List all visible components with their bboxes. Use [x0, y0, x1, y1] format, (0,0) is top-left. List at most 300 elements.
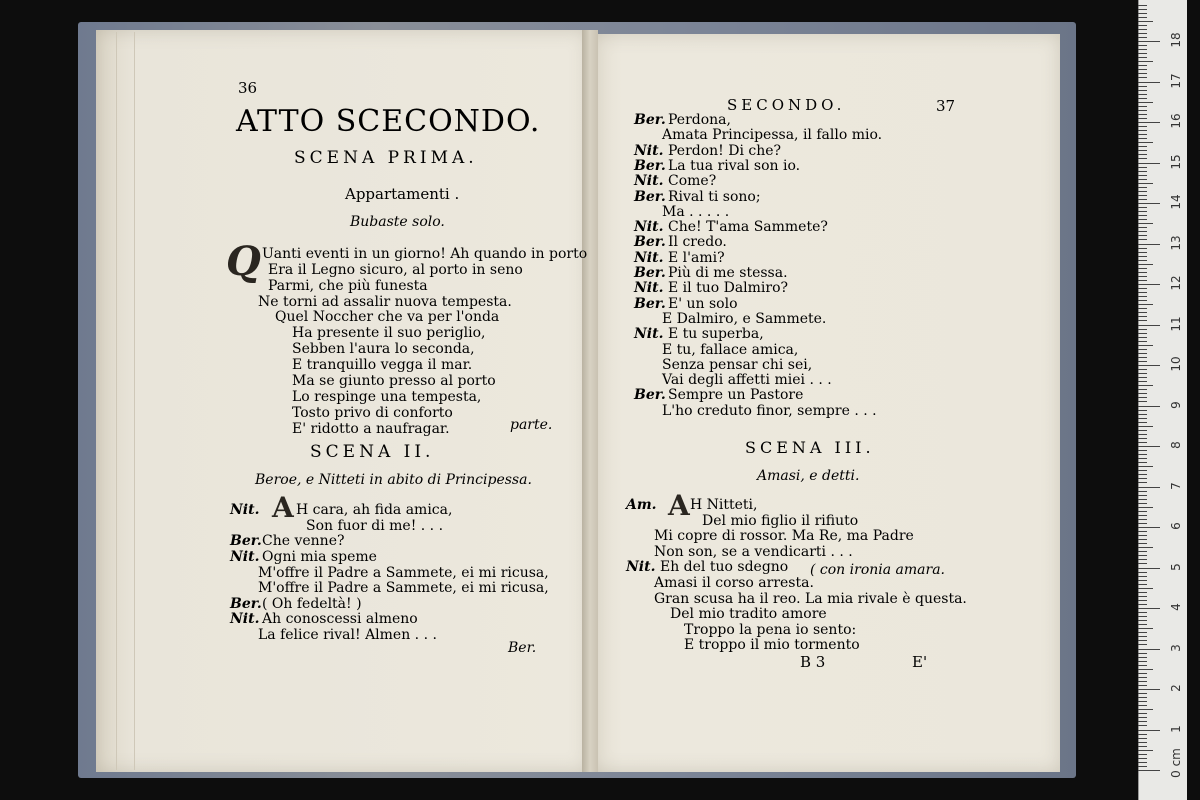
- ruler-tick: [1138, 628, 1153, 629]
- ruler-tick: [1138, 418, 1147, 419]
- ruler-tick: [1138, 697, 1147, 698]
- ruler-tick: [1138, 248, 1147, 249]
- ruler-tick: [1138, 410, 1147, 411]
- ruler-tick: [1138, 21, 1153, 22]
- ruler-tick: [1138, 349, 1147, 350]
- dialogue-line: Perdona,: [668, 112, 731, 128]
- ruler-tick: [1138, 624, 1147, 625]
- dialogue-line: Eh del tuo sdegno: [660, 559, 789, 576]
- ruler-tick: [1138, 438, 1147, 439]
- ruler-tick: [1138, 381, 1147, 382]
- ruler-tick: [1138, 142, 1153, 143]
- dialogue-line: E il tuo Dalmiro?: [668, 280, 789, 297]
- speaker-label: Nit.: [626, 559, 656, 576]
- ruler-tick: [1138, 401, 1147, 402]
- ruler-tick: [1138, 264, 1153, 265]
- ruler-tick: [1138, 673, 1147, 674]
- ruler-tick: [1138, 325, 1160, 326]
- speaker-label: Nit.: [634, 173, 664, 190]
- dialogue-line: La tua rival son io.: [668, 157, 801, 174]
- ruler-tick: [1138, 195, 1147, 196]
- dialogue-line: Son fuor di me! . . .: [306, 518, 444, 534]
- drop-cap-a: A: [272, 491, 294, 524]
- speaker-label: Ber.: [634, 234, 666, 251]
- ruler-tick: [1138, 491, 1147, 492]
- ruler-tick: [1138, 385, 1153, 386]
- ruler-tick: [1138, 114, 1147, 115]
- setting-line: Appartamenti .: [345, 185, 460, 203]
- ruler-tick: [1138, 657, 1147, 658]
- ruler-tick: [1138, 341, 1147, 342]
- ruler-tick: [1138, 430, 1147, 431]
- ruler-tick: [1138, 272, 1147, 273]
- dialogue-line: ( Oh fedeltà! ): [262, 596, 362, 612]
- ruler-tick: [1138, 608, 1160, 609]
- ruler-tick: [1138, 422, 1147, 423]
- speaker-label: Ber.: [634, 387, 666, 404]
- ruler-tick: [1138, 600, 1147, 601]
- speaker-label: Nit.: [634, 326, 664, 343]
- stage-direction-ironia: ( con ironia amara.: [810, 562, 945, 578]
- ruler-tick: [1138, 163, 1160, 164]
- dialogue-line: Mi copre di rossor. Ma Re, ma Padre: [654, 528, 914, 545]
- dialogue-line: H cara, ah fida amica,: [296, 502, 453, 518]
- ruler-tick: [1138, 154, 1147, 155]
- ruler-tick: [1138, 260, 1147, 261]
- ruler-tick: [1138, 527, 1160, 528]
- verse-line: Uanti eventi in un giorno! Ah quando in porto: [262, 246, 588, 262]
- ruler-tick: [1138, 393, 1147, 394]
- ruler-number: 16: [1169, 113, 1183, 129]
- ruler-tick: [1138, 175, 1147, 176]
- dialogue-line: Del mio tradito amore: [670, 606, 827, 623]
- ruler-tick: [1138, 515, 1147, 516]
- ruler-tick: [1138, 531, 1147, 532]
- ruler-tick: [1138, 49, 1147, 50]
- dialogue-line: M'offre il Padre a Sammete, ei mi ricusa,: [258, 580, 549, 596]
- ruler-tick: [1138, 284, 1160, 285]
- dialogue-line: Rival ti sono;: [668, 188, 761, 205]
- dialogue-line: E tu, fallace amica,: [662, 341, 799, 358]
- drop-cap-q: Q: [226, 238, 261, 285]
- dialogue-line: E tu superba,: [668, 326, 764, 343]
- catchword-right: E': [912, 653, 928, 671]
- ruler-tick: [1138, 397, 1147, 398]
- ruler-number: 2: [1169, 684, 1183, 692]
- ruler-tick: [1138, 770, 1160, 771]
- aria-line: Tosto privo di conforto: [292, 405, 453, 421]
- speaker-label: Nit.: [634, 142, 664, 159]
- scene-1-heading: SCENA PRIMA.: [294, 148, 478, 168]
- verse-line: Ne torni ad assalir nuova tempesta.: [258, 294, 512, 310]
- ruler-number: 6: [1169, 522, 1183, 530]
- ruler-tick: [1138, 316, 1147, 317]
- ruler-tick: [1138, 300, 1147, 301]
- ruler-number: 13: [1169, 234, 1183, 251]
- dialogue-line: Gran scusa ha il reo. La mia rivale è questa.: [654, 590, 967, 607]
- catchword: Ber.: [508, 640, 537, 656]
- verse-line: Era il Legno sicuro, al porto in seno: [268, 262, 523, 278]
- speaker-label: Nit.: [634, 249, 664, 266]
- ruler-tick: [1138, 454, 1147, 455]
- ruler-tick: [1138, 82, 1160, 83]
- ruler-tick: [1138, 580, 1147, 581]
- ruler-number: 11: [1169, 315, 1183, 332]
- scene-3-characters: Amasi, e detti.: [757, 468, 860, 484]
- ruler-tick: [1138, 288, 1147, 289]
- dialogue-line: Amata Principessa, il fallo mio.: [662, 127, 883, 144]
- aria-line: E tranquillo vegga il mar.: [292, 357, 473, 373]
- ruler-tick: [1138, 13, 1147, 14]
- ruler-tick: [1138, 482, 1147, 483]
- ruler-tick: [1138, 604, 1147, 605]
- scene-2-heading: SCENA II.: [310, 442, 435, 462]
- ruler-tick: [1138, 685, 1147, 686]
- ruler-tick: [1138, 717, 1147, 718]
- ruler-number: 5: [1169, 562, 1183, 571]
- ruler-tick: [1138, 41, 1160, 42]
- ruler-tick: [1138, 559, 1147, 560]
- ruler-tick: [1138, 478, 1147, 479]
- ruler-tick: [1138, 77, 1147, 78]
- dialogue-line: Il credo.: [668, 234, 727, 251]
- ruler-tick: [1138, 547, 1153, 548]
- speaker-label: Ber.: [634, 265, 666, 281]
- speaker-label: Nit.: [230, 611, 260, 627]
- dialogue-line: La felice rival! Almen . . .: [258, 627, 437, 643]
- ruler-tick: [1138, 620, 1147, 621]
- dialogue-line: Ma . . . . .: [662, 203, 730, 220]
- ruler-tick: [1138, 681, 1147, 682]
- ruler-tick: [1138, 644, 1147, 645]
- ruler-label: 0 cm: [1169, 748, 1183, 778]
- ruler-tick: [1138, 519, 1147, 520]
- scene-2-characters: Beroe, e Nitteti in abito di Principessa.: [255, 472, 532, 488]
- dialogue-line: Non son, se a vendicarti . . .: [654, 543, 853, 560]
- ruler-tick: [1138, 106, 1147, 107]
- ruler-tick: [1138, 511, 1147, 512]
- ruler-tick: [1138, 276, 1147, 277]
- ruler-tick: [1138, 130, 1147, 131]
- speaker-label: Ber.: [230, 533, 262, 549]
- ruler-tick: [1138, 292, 1147, 293]
- ruler-tick: [1138, 29, 1147, 30]
- ruler-tick: [1138, 636, 1147, 637]
- ruler-tick: [1138, 312, 1147, 313]
- ruler-tick: [1138, 730, 1160, 731]
- ruler-tick: [1138, 203, 1160, 204]
- ruler-number: 3: [1169, 643, 1183, 652]
- ruler-tick: [1138, 94, 1147, 95]
- ruler-tick: [1138, 211, 1147, 212]
- dialogue-line: E' un solo: [668, 295, 738, 312]
- ruler-tick: [1138, 102, 1153, 103]
- ruler-tick: [1138, 179, 1147, 180]
- dialogue-line: L'ho creduto finor, sempre . . .: [662, 402, 877, 419]
- ruler-number: 18: [1169, 32, 1183, 48]
- ruler-tick: [1138, 523, 1147, 524]
- ruler-tick: [1138, 466, 1153, 467]
- page-edge-line: [116, 32, 117, 770]
- ruler-tick: [1138, 256, 1147, 257]
- ruler-tick: [1138, 357, 1147, 358]
- ruler-tick: [1138, 592, 1147, 593]
- ruler-tick: [1138, 442, 1147, 443]
- ruler-tick: [1138, 361, 1147, 362]
- speaker-label: Ber.: [634, 295, 666, 312]
- ruler-tick: [1138, 223, 1153, 224]
- right-page-number: 37: [936, 97, 956, 115]
- ruler-tick: [1138, 495, 1147, 496]
- ruler-tick: [1138, 320, 1147, 321]
- ruler-tick: [1138, 98, 1147, 99]
- ruler-tick: [1138, 539, 1147, 540]
- ruler-tick: [1138, 462, 1147, 463]
- dialogue-line: Che venne?: [262, 533, 345, 549]
- ruler-tick: [1138, 458, 1147, 459]
- ruler-tick: [1138, 742, 1147, 743]
- dialogue-line: E troppo il mio tormento: [684, 637, 860, 654]
- ruler-tick: [1138, 134, 1147, 135]
- dialogue-line: Ah conoscessi almeno: [262, 611, 418, 627]
- ruler-tick: [1138, 406, 1160, 407]
- ruler-tick: [1138, 239, 1147, 240]
- ruler-tick: [1138, 689, 1160, 690]
- ruler-tick: [1138, 215, 1147, 216]
- ruler-tick: [1138, 551, 1147, 552]
- ruler-tick: [1138, 503, 1147, 504]
- speaker-label: Ber.: [634, 188, 666, 205]
- ruler-tick: [1138, 701, 1147, 702]
- dialogue-line: Vai degli affetti miei . . .: [662, 372, 832, 389]
- ruler-number: 12: [1169, 275, 1183, 291]
- ruler-tick: [1138, 304, 1153, 305]
- ruler-tick: [1138, 25, 1147, 26]
- dialogue-line: M'offre il Padre a Sammete, ei mi ricusa,: [258, 565, 549, 581]
- dialogue-line: Troppo la pena io sento:: [684, 621, 857, 638]
- ruler-tick: [1138, 65, 1147, 66]
- ruler-tick: [1138, 9, 1147, 10]
- dialogue-line: Del mio figlio il rifiuto: [702, 512, 859, 529]
- ruler-tick: [1138, 640, 1147, 641]
- dialogue-line: Che! T'ama Sammete?: [668, 219, 828, 236]
- ruler-tick: [1138, 235, 1147, 236]
- ruler-tick: [1138, 535, 1147, 536]
- left-page-number: 36: [238, 79, 258, 97]
- aria-line: Sebben l'aura lo seconda,: [292, 341, 475, 357]
- ruler-tick: [1138, 150, 1147, 151]
- ruler-tick: [1138, 167, 1147, 168]
- ruler-tick: [1138, 345, 1153, 346]
- ruler-tick: [1138, 5, 1147, 6]
- ruler-number: 17: [1169, 72, 1183, 89]
- ruler-tick: [1138, 450, 1147, 451]
- ruler-tick: [1138, 365, 1160, 366]
- ruler-tick: [1138, 37, 1147, 38]
- ruler-tick: [1138, 596, 1147, 597]
- dialogue-line: H Nitteti,: [690, 497, 758, 513]
- ruler-tick: [1138, 568, 1160, 569]
- ruler-tick: [1138, 572, 1147, 573]
- ruler-tick: [1138, 709, 1153, 710]
- ruler-number: 9: [1169, 400, 1183, 409]
- scene-3-heading: SCENA III.: [745, 438, 875, 457]
- ruler-tick: [1138, 86, 1147, 87]
- ruler-tick: [1138, 616, 1147, 617]
- ruler-tick: [1138, 171, 1147, 172]
- ruler-number: 4: [1169, 603, 1183, 611]
- dialogue-line: Come?: [668, 173, 717, 190]
- act-title: ATTO SCECONDO.: [236, 104, 541, 139]
- aria-line: Lo respinge una tempesta,: [292, 389, 482, 405]
- ruler-tick: [1138, 17, 1147, 18]
- ruler-tick: [1138, 69, 1147, 70]
- dialogue-line: Perdon! Di che?: [668, 142, 782, 159]
- ruler-tick: [1138, 268, 1147, 269]
- dialogue-line: Sempre un Pastore: [668, 387, 804, 404]
- speaker-label: Am.: [626, 497, 657, 513]
- ruler-number: 7: [1169, 481, 1183, 490]
- ruler-tick: [1138, 762, 1147, 763]
- speaker-label: Nit.: [230, 502, 260, 518]
- ruler-tick: [1138, 90, 1147, 91]
- ruler-tick: [1138, 219, 1147, 220]
- ruler-tick: [1138, 632, 1147, 633]
- ruler-number: 8: [1169, 441, 1183, 449]
- ruler-tick: [1138, 389, 1147, 390]
- ruler-tick: [1138, 649, 1160, 650]
- ruler-tick: [1138, 746, 1147, 747]
- ruler-tick: [1138, 758, 1147, 759]
- dialogue-line: Amasi il corso arresta.: [654, 575, 814, 591]
- ruler-tick: [1138, 353, 1147, 354]
- ruler-tick: [1138, 126, 1147, 127]
- speaker-label: Ber.: [634, 157, 666, 174]
- ruler-tick: [1138, 333, 1147, 334]
- ruler-tick: [1138, 183, 1153, 184]
- aria-line: Quel Noccher che va per l'onda: [275, 309, 500, 325]
- ruler-tick: [1138, 337, 1147, 338]
- ruler-tick: [1138, 499, 1147, 500]
- book-gutter: [582, 30, 598, 772]
- ruler-number: 1: [1169, 724, 1183, 733]
- ruler-tick: [1138, 57, 1147, 58]
- ruler-tick: [1138, 373, 1147, 374]
- dialogue-line: E l'ami?: [668, 249, 725, 266]
- ruler-number: 10: [1169, 356, 1183, 372]
- speaker-label: Ber.: [634, 112, 666, 128]
- ruler-tick: [1138, 296, 1147, 297]
- dialogue-line: Più di me stessa.: [668, 265, 788, 281]
- drop-cap-a-2: A: [668, 489, 690, 522]
- ruler-tick: [1138, 543, 1147, 544]
- dialogue-line: Senza pensar chi sei,: [662, 356, 813, 373]
- ruler-number: 14: [1169, 194, 1183, 210]
- ruler-tick: [1138, 734, 1147, 735]
- dialogue-line: Ogni mia speme: [262, 549, 377, 565]
- ruler-tick: [1138, 377, 1147, 378]
- ruler-tick: [1138, 446, 1160, 447]
- ruler-tick: [1138, 280, 1147, 281]
- ruler-tick: [1138, 434, 1147, 435]
- speaker-label: Nit.: [230, 549, 260, 565]
- ruler-tick: [1138, 705, 1147, 706]
- ruler-tick: [1138, 227, 1147, 228]
- ruler-tick: [1138, 563, 1147, 564]
- ruler-tick: [1138, 231, 1147, 232]
- ruler-tick: [1138, 122, 1160, 123]
- ruler-tick: [1138, 426, 1153, 427]
- ruler-tick: [1138, 146, 1147, 147]
- ruler-tick: [1138, 191, 1147, 192]
- ruler-tick: [1138, 308, 1147, 309]
- speaker-label: Ber.: [230, 596, 262, 612]
- ruler-tick: [1138, 738, 1147, 739]
- ruler-tick: [1138, 199, 1147, 200]
- ruler-tick: [1138, 158, 1147, 159]
- signature-mark: B 3: [800, 653, 826, 671]
- character-line: Bubaste solo.: [350, 214, 445, 230]
- ruler-tick: [1138, 612, 1147, 613]
- ruler-tick: [1138, 110, 1147, 111]
- ruler-number: 15: [1169, 153, 1183, 170]
- ruler-tick: [1138, 507, 1153, 508]
- ruler-tick: [1138, 713, 1147, 714]
- aria-line: Ha presente il suo periglio,: [292, 325, 486, 341]
- ruler-tick: [1138, 584, 1147, 585]
- ruler-tick: [1138, 118, 1147, 119]
- stage-direction-parte: parte.: [510, 417, 553, 433]
- ruler-tick: [1138, 53, 1147, 54]
- ruler-tick: [1138, 576, 1147, 577]
- ruler-tick: [1138, 33, 1147, 34]
- aria-line: E' ridotto a naufragar.: [292, 421, 450, 437]
- ruler-tick: [1138, 669, 1153, 670]
- ruler-tick: [1138, 73, 1147, 74]
- ruler-tick: [1138, 555, 1147, 556]
- ruler-tick: [1138, 470, 1147, 471]
- ruler-tick: [1138, 665, 1147, 666]
- ruler-tick: [1138, 252, 1147, 253]
- ruler-tick: [1138, 187, 1147, 188]
- ruler-tick: [1138, 725, 1147, 726]
- aria-line: Ma se giunto presso al porto: [292, 373, 496, 389]
- speaker-label: Nit.: [634, 219, 664, 236]
- dialogue-line: E Dalmiro, e Sammete.: [662, 310, 827, 327]
- running-header: SECONDO.: [727, 96, 846, 114]
- ruler-tick: [1138, 754, 1147, 755]
- ruler-tick: [1138, 721, 1147, 722]
- ruler-tick: [1138, 750, 1153, 751]
- ruler-tick: [1138, 693, 1147, 694]
- ruler-tick: [1138, 766, 1147, 767]
- verse-line: Parmi, che più funesta: [268, 278, 428, 294]
- ruler-tick: [1138, 329, 1147, 330]
- ruler-tick: [1138, 661, 1147, 662]
- ruler-tick: [1138, 369, 1147, 370]
- ruler-tick: [1138, 45, 1147, 46]
- ruler-tick: [1138, 414, 1147, 415]
- ruler-tick: [1138, 653, 1147, 654]
- ruler-tick: [1138, 138, 1147, 139]
- speaker-label: Nit.: [634, 280, 664, 297]
- ruler-tick: [1138, 244, 1160, 245]
- ruler-tick: [1138, 474, 1147, 475]
- ruler-tick: [1138, 61, 1153, 62]
- ruler-tick: [1138, 487, 1160, 488]
- ruler-tick: [1138, 207, 1147, 208]
- ruler-tick: [1138, 677, 1147, 678]
